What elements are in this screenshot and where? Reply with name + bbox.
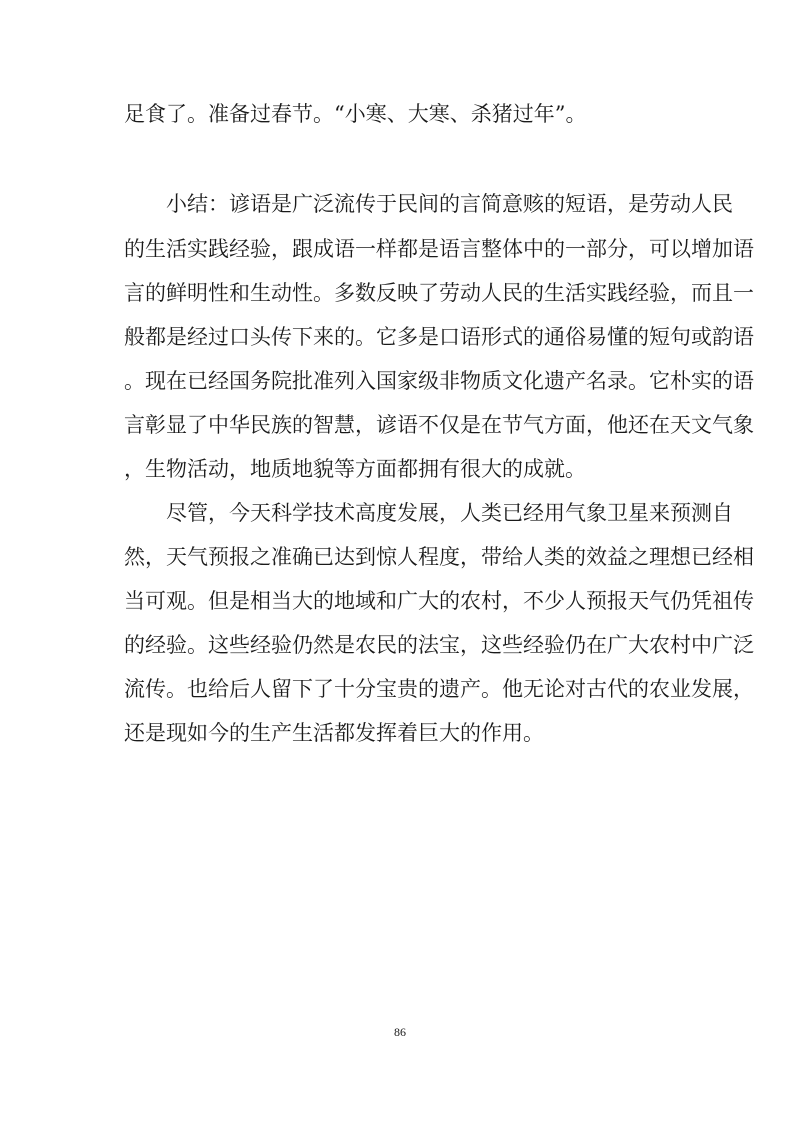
paragraph-line: 当可观。但是相当大的地域和广大的农村，不少人预报天气仍凭祖传 xyxy=(124,589,754,613)
paragraph-line: 流传。也给后人留下了十分宝贵的遗产。他无论对古代的农业发展， xyxy=(124,677,754,701)
paragraph-line: 还是现如今的生产生活都发挥着巨大的作用。 xyxy=(124,721,544,745)
paragraph-line: 尽管，今天科学技术高度发展，人类已经用气象卫星来预测自 xyxy=(166,501,733,525)
paragraph-line: 般都是经过口头传下来的。它多是口语形式的通俗易懂的短句或韵语 xyxy=(124,325,754,349)
page-number: 86 xyxy=(394,1025,406,1039)
paragraph-line: 然，天气预报之准确已达到惊人程度，带给人类的效益之理想已经相 xyxy=(124,545,754,569)
paragraph-line: ，生物活动，地质地貌等方面都拥有很大的成就。 xyxy=(124,457,586,481)
paragraph-line: 足食了。准备过春节。“小寒、大寒、杀猪过年”。 xyxy=(124,102,587,126)
paragraph-line: 言彰显了中华民族的智慧，谚语不仅是在节气方面，他还在天文气象 xyxy=(124,413,754,437)
paragraph-line: 的生活实践经验，跟成语一样都是语言整体中的一部分，可以增加语 xyxy=(124,237,754,261)
paragraph-line: 的经验。这些经验仍然是农民的法宝，这些经验仍在广大农村中广泛 xyxy=(124,633,754,657)
paragraph-line: 。现在已经国务院批准列入国家级非物质文化遗产名录。它朴实的语 xyxy=(124,369,754,393)
paragraph-line: 言的鲜明性和生动性。多数反映了劳动人民的生活实践经验，而且一 xyxy=(124,281,754,305)
paragraph-line: 小结：谚语是广泛流传于民间的言简意赅的短语，是劳动人民 xyxy=(166,192,733,216)
